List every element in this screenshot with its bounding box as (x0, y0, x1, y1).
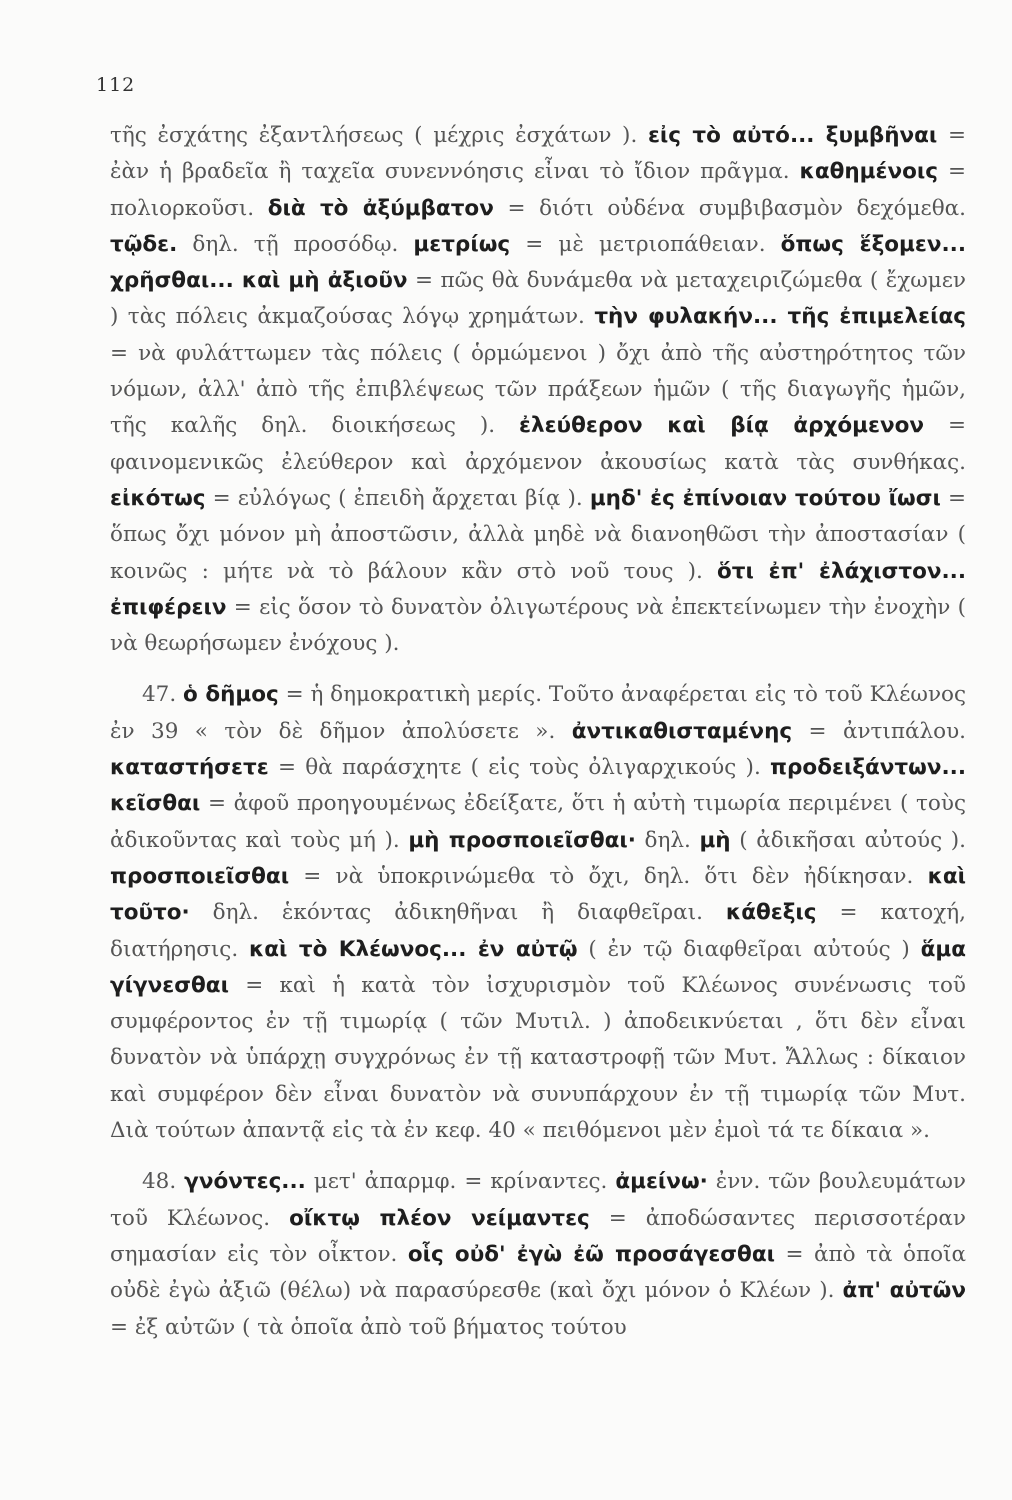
gloss: = ἡ δημοκρατικὴ μερίς. Τοῦτο ἀναφέρεται εἰς τὸ τοῦ Κλέωνος ἐν 39 « τὸν δὲ δῆμον ἀπολύσετε ». (110, 682, 966, 744)
page-number: 112 (96, 74, 136, 96)
lemma: καὶ τοῦτο· (110, 863, 966, 926)
lemma: εἰς τὸ αὐτό... ξυμβῆναι (647, 123, 938, 148)
lemma: μὴ (699, 827, 731, 853)
gloss: = μὲ μετριοπάθειαν. (510, 231, 781, 257)
gloss: = ἀποδώσαντες περισσοτέραν σημασίαν εἰς τὸν οἶκτον. (110, 1205, 966, 1267)
gloss: = ἀντιπάλου. (792, 718, 966, 744)
gloss: = εὐλόγως ( ἐπειδὴ ἄρχεται βίᾳ ). (205, 485, 590, 511)
gloss: = ἐὰν ἡ βραδεῖα ἢ ταχεῖα συνεννόησις εἶναι τὸ ἴδιον πρᾶγμα. (110, 123, 966, 185)
gloss: ( ἀδικῆσαι αὐτούς ). (730, 827, 966, 853)
lemma: οἴκτῳ πλέον νείμαντες (289, 1205, 590, 1231)
gloss: = κατοχή, διατήρησις. (110, 900, 966, 962)
lemma: τὴν φυλακήν... τῆς ἐπιμελείας (594, 304, 966, 330)
gloss: = ὅπως ὄχι μόνον μὴ ἀποστῶσιν, ἀλλὰ μηδὲ νὰ διανοηθῶσι τὴν ἀποστασίαν ( κοινῶς : μήτε νὰ τὸ βάλουν κἂν στὸ νοῦ τους ). (110, 485, 966, 584)
lemma: τῷδε. (110, 231, 178, 257)
gloss: = ἀπὸ τὰ ὁποῖα οὐδὲ ἐγὼ ἀξιῶ (θέλω) νὰ παρασύρεσθε (καὶ ὄχι μόνον ὁ Κλέων ). (110, 1241, 967, 1304)
lemma: ὅπως ἕξομεν... χρῆσθαι... καὶ μὴ ἀξιοῦν (110, 231, 966, 294)
lemma: ἀμείνω· (615, 1169, 708, 1195)
lemma: μετρίως (413, 231, 511, 257)
gloss: ἐνν. τῶν βουλευμάτων τοῦ Κλέωνος. (110, 1169, 966, 1231)
paragraph-intro (110, 118, 966, 662)
lemma: ἀντικαθισταμένης (571, 718, 793, 744)
gloss: = πῶς θὰ δυνάμεθα νὰ μεταχειριζώμεθα ( ἔχωμεν ) τὰς πόλεις ἀκμαζούσας λόγῳ χρημάτων. (110, 268, 966, 330)
lemma: εἰκότως (110, 485, 206, 511)
gloss: 47. (142, 682, 184, 708)
lemma: οἷς οὐδ' ἐγὼ ἐῶ προσάγεσθαι (407, 1241, 775, 1267)
lemma: μὴ προσποιεῖσθαι· (408, 827, 636, 853)
lemma: ὁ δῆμος (183, 682, 279, 708)
lemma: διὰ τὸ ἀξύμβατον (267, 195, 494, 221)
gloss: = νὰ φυλάττωμεν τὰς πόλεις ( ὁρμώμενοι ) ὄχι ἀπὸ τῆς αὐστηρότητος τῶν νόμων, ἀλλ' ἀπὸ τῆς ἐπιβλέψεως τῶν πράξεων ἡμῶν ( τῆς διαγωγῆς ἡμῶν, τῆς καλῆς δηλ. διοικήσεως ). (110, 340, 966, 439)
gloss: δηλ. ἑκόντας ἀδικηθῆναι ἢ διαφθεῖραι. (189, 900, 726, 926)
gloss: = εἰς ὅσον τὸ δυνατὸν ὀλιγωτέρους νὰ ἐπεκτείνωμεν τὴν ἐνοχὴν ( νὰ θεωρήσωμεν ἐνόχους ). (110, 594, 966, 657)
gloss: = ἀφοῦ προηγουμένως ἐδείξατε, ὅτι ἡ αὐτὴ τιμωρία περιμένει ( τοὺς ἀδικοῦντας καὶ τοὺς μή ). (110, 791, 966, 853)
lemma: καθημένοις (799, 159, 938, 185)
lemma: γνόντες... (184, 1169, 306, 1195)
lemma: κάθεξις (725, 900, 817, 926)
gloss: = φαινομενικῶς ἐλεύθερον καὶ ἀρχόμενον ἀκουσίως κατὰ τὰς συνθήκας. (110, 413, 966, 475)
commentary-body (110, 118, 966, 1346)
lemma: μηδ' ἐς ἐπίνοιαν τούτου ἴωσι (589, 485, 941, 511)
gloss: = καὶ ἡ κατὰ τὸν ἰσχυρισμὸν τοῦ Κλέωνος συνένωσις τοῦ συμφέροντος ἐν τῇ τιμωρίᾳ ( τῶν Μυτιλ. ) ἀποδεικνύεται , ὅτι δὲν εἶναι δυνατὸν νὰ ὑπάρχῃ συγχρόνως ἐν τῇ καταστροφῇ τῶν Μυτ. Ἄλλως : δίκαιον καὶ συμφέρον δὲν εἶναι δυνατὸν νὰ συνυπάρχουν ἐν τῇ τιμωρίᾳ τῶν Μυτ. Διὰ τούτων ἀπαντᾷ εἰς τὰ ἐν κεφ. 40 « πειθόμενοι μὲν ἐμοὶ τά τε δίκαια ». (110, 972, 966, 1144)
lemma: καὶ τὸ Κλέωνος... ἐν αὐτῷ (248, 936, 578, 962)
gloss: = διότι οὐδένα συμβιβασμὸν δεχόμεθα. (493, 195, 966, 221)
gloss: τῆς ἐσχάτης ἐξαντλήσεως ( μέχρις ἐσχάτων ). (110, 123, 648, 148)
gloss: = πολιορκοῦσι. (110, 159, 966, 221)
lemma: προδειξάντων... κεῖσθαι (110, 755, 966, 817)
gloss: 48. (142, 1169, 185, 1195)
lemma: ἐλεύθερον καὶ βίᾳ ἀρχόμενον (519, 413, 925, 439)
paragraph-47 (110, 677, 966, 1149)
lemma: καταστήσετε (110, 755, 269, 781)
gloss: ( ἐν τῷ διαφθεῖραι αὐτούς ) (577, 936, 921, 962)
gloss: μετ' ἀπαρμφ. = κρίναντες. (305, 1169, 616, 1195)
gloss: δηλ. τῇ προσόδῳ. (177, 231, 414, 257)
gloss: = ἐξ αὐτῶν ( τὰ ὁποῖα ἀπὸ τοῦ βήματος τούτου (110, 1314, 627, 1340)
lemma: ἀπ' αὐτῶν (842, 1278, 967, 1304)
gloss: = θὰ παράσχητε ( εἰς τοὺς ὀλιγαρχικούς ). (268, 755, 771, 781)
gloss: δηλ. (635, 827, 700, 853)
lemma: ὅτι ἐπ' ἐλάχιστον... ἐπιφέρειν (110, 558, 966, 620)
paragraph-48 (110, 1164, 966, 1345)
lemma: ἅμα γίγνεσθαι (110, 936, 966, 998)
gloss: = νὰ ὑποκρινώμεθα τὸ ὄχι, δηλ. ὅτι δὲν ἠδίκησαν. (289, 863, 928, 889)
lemma: προσποιεῖσθαι (110, 863, 290, 889)
